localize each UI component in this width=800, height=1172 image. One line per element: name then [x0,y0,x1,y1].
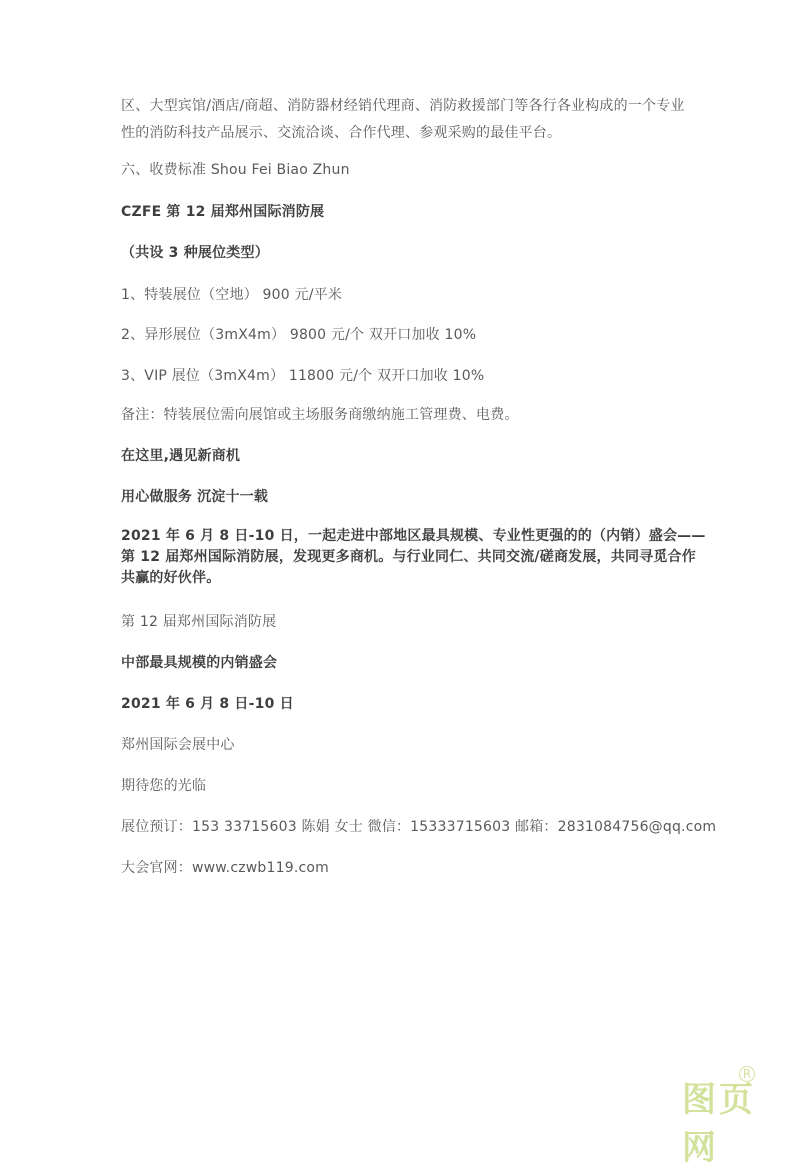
event-name: 第 12 届郑州国际消防展 [121,614,277,630]
registered-trademark-icon: R [739,1066,755,1082]
official-website: 大会官网：www.czwb119.com [121,860,329,876]
slogan-new-opportunities: 在这里,遇见新商机 [121,448,241,464]
invitation-text: 期待您的光临 [121,778,207,794]
booth-types-note: （共设 3 种展位类型） [121,245,269,261]
exhibition-title: CZFE 第 12 届郑州国际消防展 [121,204,325,220]
contact-info: 展位预订：153 33715603 陈娟 女士 微信：15333715603 邮箱：2831084756@qq.com [121,819,717,835]
intro-line-1: 区、大型宾馆/酒店/商超、消防器材经销代理商、消防救援部门等各行各业构成的一个专业 [121,98,685,114]
intro-line-2: 性的消防科技产品展示、交流洽谈、合作代理、参观采购的最佳平台。 [121,125,562,141]
remark-note: 备注：特装展位需向展馆或主场服务商缴纳施工管理费、电费。 [121,407,519,423]
event-venue: 郑州国际会展中心 [121,737,235,753]
promo-line-3: 共赢的好伙伴。 [121,570,221,586]
promo-line-2: 第 12 届郑州国际消防展，发现更多商机。与行业同仁、共同交流/磋商发展，共同寻觅合作 [121,549,696,565]
watermark-text: 图页网 [682,1080,756,1168]
section-heading-fees: 六、收费标准 Shou Fei Biao Zhun [121,162,350,178]
pricing-item-1: 1、特装展位（空地） 900 元/平米 [121,287,343,303]
slogan-service: 用心做服务 沉淀十一载 [121,489,269,505]
pricing-item-3: 3、VIP 展位（3mX4m） 11800 元/个 双开口加收 10% [121,368,485,384]
event-dates: 2021 年 6 月 8 日-10 日 [121,696,294,712]
event-tagline: 中部最具规模的内销盛会 [121,655,278,671]
promo-paragraph [121,526,706,589]
pricing-item-2: 2、异形展位（3mX4m） 9800 元/个 双开口加收 10% [121,327,477,343]
watermark-logo [682,1067,792,1168]
promo-line-1: 2021 年 6 月 8 日-10 日，一起走进中部地区最具规模、专业性更强的的（内销）盛会—— [121,528,706,544]
